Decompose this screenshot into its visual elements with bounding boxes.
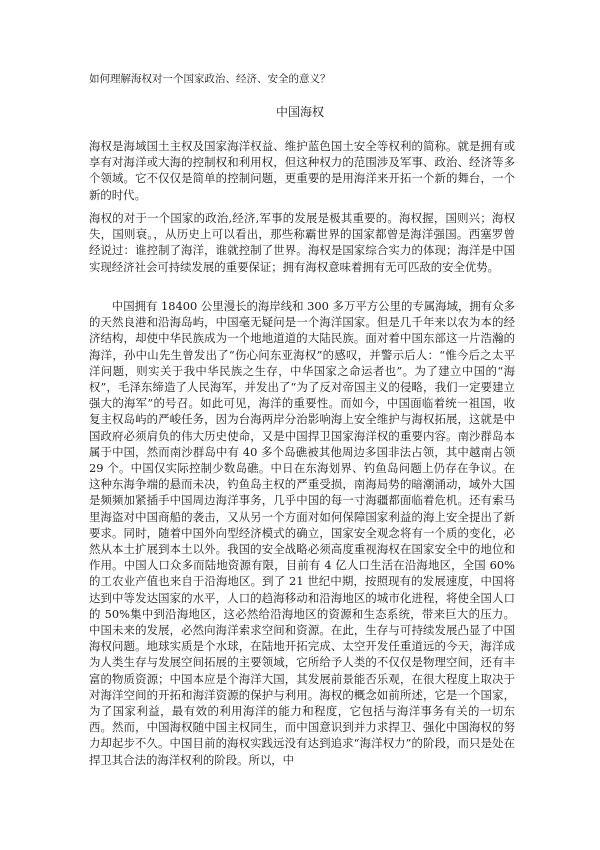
paragraph-importance: 海权的对于一个国家的政治,经济,军事的发展是极其重要的。海权握，国则兴；海权失，国则衰。，从历史上可以看出，那些称霸世界的国家都曾是海洋强国。西塞罗曾经说过：谁控制了海洋，谁就控制了世界。海权是国家综合实力的体现；海洋是中国实现经济社会可持续发展的重要保证；拥有海权意味着拥有无可匹敌的安全优势。: [89, 211, 515, 274]
page-title: 中国海权: [275, 105, 324, 119]
paragraph-definition: 海权是海域国土主权及国家海洋权益、维护蓝色国土安全等权利的简称。就是拥有或享有对海洋或大海的控制权和利用权，但这种权力的范围涉及军事、政治、经济等多个领域。它不仅仅是简单的控制问题，更重要的是用海洋来开拓一个新的舞台，一个新的时代。: [89, 139, 515, 202]
paragraph-china-maritime: 中国拥有 18400 公里漫长的海岸线和 300 多万平方公里的专属海域，拥有众多的天然良港和沿海岛屿，中国毫无疑问是一个海洋国家。但是几千年来以农为本的经济结构，却使中华民族成为一个地地道道的大陆民族。面对着中国东部这一片浩瀚的海洋，孙中山先生曾发出了“伤心问东亚海权”的感叹，并警示后人：“惟今后之太平洋问题，则实关于我中华民族之生存，中华国家之命运者也”。为了建立中国的“海权”，毛泽东缔造了人民海军，并发出了“为了反对帝国主义的侵略，我们一定要建立强大的海军”的号召。如此可见，海洋的重要性。而如今，中国面临着统一祖国，收复主权岛屿的严峻任务，因为台海两岸分治影响海上安全维护与海权拓展，这就是中国政府必须肩负的伟大历史使命，又是中国捍卫国家海洋权的重要内容。南沙群岛本属于中国，然而南沙群岛中有 40 多个岛礁被其他周边多国非法占领，其中越南占领 29 个。中国仅实际控制少数岛礁。中日在东海划界、钓鱼岛问题上仍存在争议。在这种东海争端的悬而未决，钓鱼岛主权的严重受损，南海局势的暗潮涌动，域外大国是频频加紧插手中国周边海洋事务，几乎中国的每一寸海疆都面临着危机。还有索马里海盗对中国商船的袭击，又从另一个方面对如何保障国家利益的海上安全提出了新要求。同时，随着中国外向型经济模式的确立，国家安全观念将有一个质的变化，必然从本土扩展到本土以外。我国的安全战略必须高度重视海权在国家安全中的地位和作用。中国人口众多而陆地资源有限，目前有 4 亿人口生活在沿海地区，全国 60%的工农业产值也来自于沿海地区。到了 21 世纪中期，按照现有的发展速度，中国将达到中等发达国家的水平，人口的趋海移动和沿海地区的城市化进程，将使全国人口的 50%集中到沿海地区，这必然给沿海地区的资源和生态系统，带来巨大的压力。中国未来的发展，必然向海洋索求空间和资源。在此，生存与可持续发展凸显了中国海权问题。地球实质是个水球，在陆地开拓完成、太空开发任重道远的今天，海洋成为人类生存与发展空间拓展的主要领域，它所给予人类的不仅仅是物理空间，还有丰富的物质资源；中国本应是个海洋大国，其发展前景能否乐观，在很大程度上取决于对海洋空间的开拓和海洋资源的保护与利用。海权的概念如前所述，它是一个国家，为了国家利益，最有效的利用海洋的能力和程度，它包括与海洋事务有关的一切东西。然而，中国海权随中国主权同生，而中国意识到并力求捍卫、强化中国海权的努力却起步不久。中国目前的海权实践远没有达到追求“海洋权力”的阶段，而只是处在捍卫其合法的海洋权利的阶段。所以，中: [89, 299, 515, 767]
question-heading: 如何理解海权对一个国家政治、经济、安全的意义？: [89, 73, 331, 85]
